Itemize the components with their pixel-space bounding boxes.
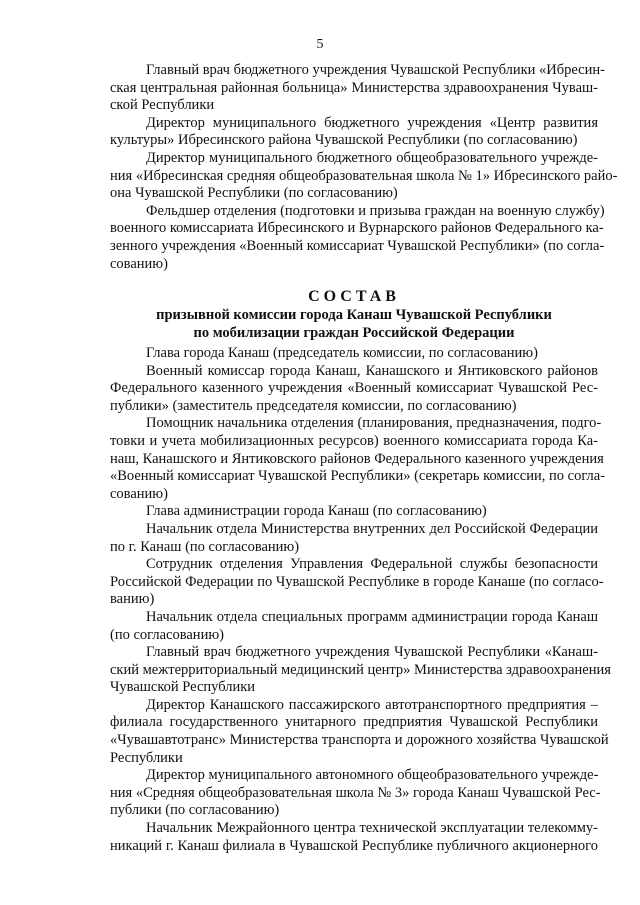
paragraph <box>110 345 598 363</box>
text-line: публики (по согласованию) <box>110 802 280 819</box>
paragraph <box>110 556 604 609</box>
text-line: «Чувашавтотранс» Министерства транспорта и дорожного хозяйства Чувашской <box>110 732 609 749</box>
text-line: Военный комиссар города Канаш, Канашского и Янтиковского районов <box>146 362 598 379</box>
paragraph <box>110 363 598 416</box>
text-line: Главный врач бюджетного учреждения Чувашской Республики «Канаш- <box>146 644 598 661</box>
paragraph <box>110 149 618 203</box>
text-line: Чувашской Республики <box>110 679 256 696</box>
text-line: Начальник Межрайонного центра технической эксплуатации телекомму- <box>146 820 598 837</box>
section-heading <box>110 287 598 342</box>
paragraph <box>110 115 598 150</box>
text-line: сованию) <box>110 485 168 502</box>
paragraph <box>110 696 609 767</box>
text-line: товки и учета мобилизационных ресурсов) военного комиссариата города Ка- <box>110 432 598 449</box>
paragraph <box>110 521 598 556</box>
paragraph <box>110 644 611 697</box>
text-line: Главный врач бюджетного учреждения Чувашской Республики «Ибресин- <box>146 62 605 78</box>
paragraph <box>110 415 606 503</box>
text-line: Сотрудник отделения Управления Федеральной службы безопасности <box>146 556 598 573</box>
paragraph <box>110 202 605 273</box>
text-line: Республики <box>110 749 183 766</box>
text-line: «Военный комиссариат Чувашской Республики» (секретарь комиссии, по согла- <box>110 468 606 485</box>
text-line: Федерального казенного учреждения «Военный комиссариат Чувашской Рес- <box>110 380 598 397</box>
text-line: ния «Средняя общеобразовательная школа № 3» города Канаш Чувашской Рес- <box>110 784 601 801</box>
text-line: Начальник отдела Министерства внутренних дел Российской Федерации <box>146 520 598 537</box>
text-line: военного комиссариата Ибресинского и Вурнарского районов Федерального ка- <box>110 220 604 237</box>
text-line: сованию) <box>110 255 168 272</box>
text-line: никаций г. Канаш филиала в Чувашской Республике публичного акционерного <box>110 837 598 854</box>
text-line: наш, Канашского и Янтиковского районов Федерального казенного учреждения <box>110 450 604 467</box>
text-line: Российской Федерации по Чувашской Республике в городе Канаше (по согласо- <box>110 573 604 590</box>
commission-members-list <box>110 345 611 855</box>
text-line: Глава администрации города Канаш (по согласованию) <box>146 503 487 520</box>
text-line: по г. Канаш (по согласованию) <box>110 538 300 555</box>
paragraph <box>110 820 598 855</box>
text-line: ской Республики <box>110 97 215 114</box>
heading-line-2: по мобилизации граждан Российской Федерации <box>193 324 515 341</box>
heading-line-1: призывной комиссии города Канаш Чувашской Республики <box>156 307 552 323</box>
text-line: публики» (заместитель председателя комиссии, по согласованию) <box>110 397 517 414</box>
commission-list-continuation <box>110 62 618 273</box>
paragraph <box>110 62 605 115</box>
text-line: зенного учреждения «Военный комиссариат Чувашской Республики» (по согла- <box>110 237 605 254</box>
text-line: филиала государственного унитарного предприятия Чувашской Республики <box>110 714 598 731</box>
paragraph <box>110 609 598 644</box>
text-line: Помощник начальника отделения (планирования, предназначения, подго- <box>146 415 602 432</box>
text-line: она Чувашской Республики (по согласованию) <box>110 185 398 202</box>
heading-title: СОСТАВ <box>308 288 400 305</box>
paragraph <box>110 767 601 820</box>
page-number: 5 <box>316 37 324 52</box>
text-line: Директор муниципального автономного общеобразовательного учрежде- <box>146 767 599 784</box>
text-line: Директор муниципального бюджетного общеобразовательного учрежде- <box>146 149 598 166</box>
text-line: Глава города Канаш (председатель комиссии, по согласованию) <box>146 345 538 361</box>
text-line: ванию) <box>110 591 155 608</box>
text-line: (по согласованию) <box>110 626 224 643</box>
text-line: Директор муниципального бюджетного учреждения «Центр развития <box>146 114 598 131</box>
text-line: ская центральная районная больница» Министерства здравоохранения Чуваш- <box>110 79 598 96</box>
text-line: ния «Ибресинская средняя общеобразовательная школа № 1» Ибресинского райо- <box>110 167 618 184</box>
text-line: ский межтерриториальный медицинский центр» Министерства здравоохранения <box>110 661 611 678</box>
text-line: Начальник отдела специальных программ администрации города Канаш <box>146 608 598 625</box>
paragraph <box>110 503 598 521</box>
text-line: культуры» Ибресинского района Чувашской Республики (по согласованию) <box>110 132 578 149</box>
text-line: Директор Канашского пассажирского автотранспортного предприятия – <box>146 696 598 713</box>
text-line: Фельдшер отделения (подготовки и призыва граждан на военную службу) <box>146 202 605 219</box>
